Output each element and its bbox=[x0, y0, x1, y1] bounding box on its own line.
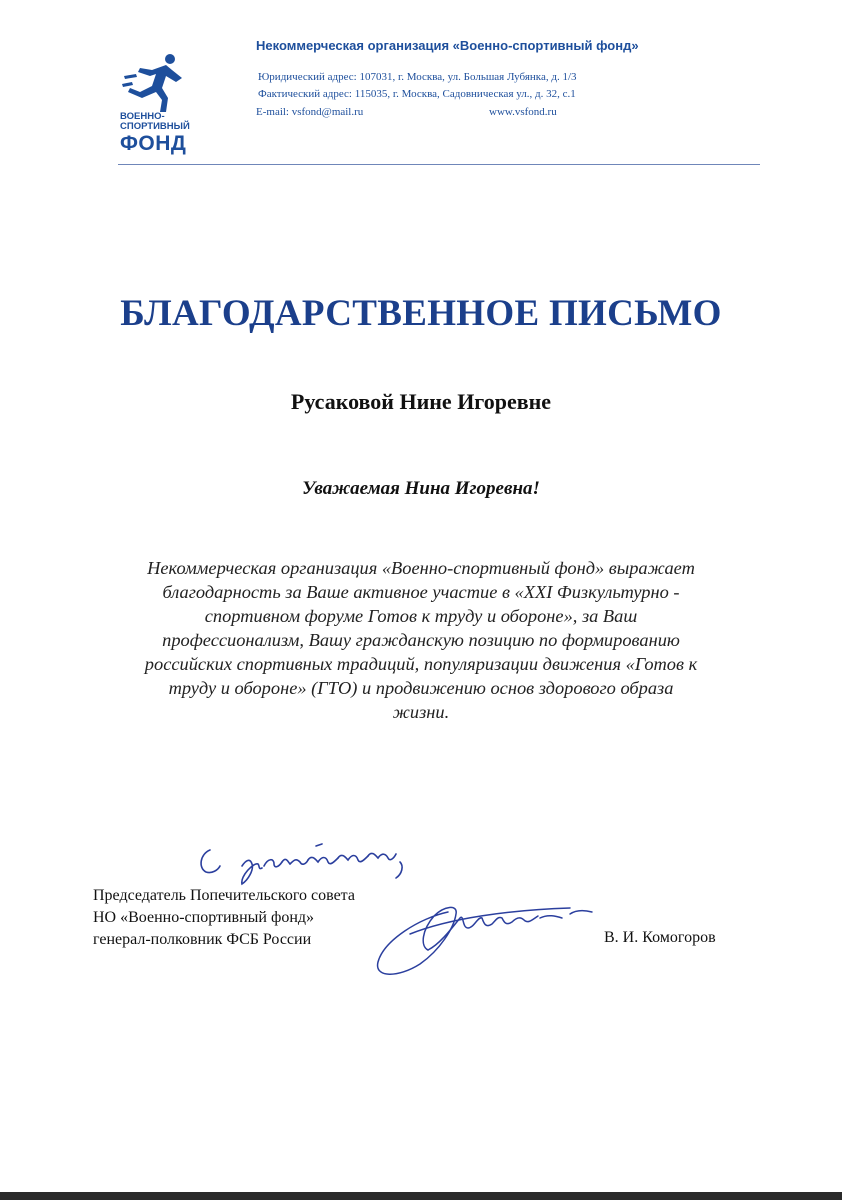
actual-address: Фактический адрес: 115035, г. Москва, Садовническая ул., д. 32, с.1 bbox=[258, 88, 576, 100]
website-link: www.vsfond.ru bbox=[489, 106, 557, 118]
handwritten-closing bbox=[196, 832, 426, 892]
signatory-position bbox=[93, 885, 355, 951]
signer-name: В. И. Комогоров bbox=[604, 929, 716, 946]
logo-line-1: ВОЕННО- bbox=[120, 111, 165, 122]
body-line: спортивном форуме Готов к труду и обороне», за Ваш bbox=[204, 606, 638, 626]
position-line: Председатель Попечительского совета bbox=[93, 887, 355, 904]
letter-title: БЛАГОДАРСТВЕННОЕ ПИСЬМО bbox=[120, 293, 722, 334]
legal-address: Юридический адрес: 107031, г. Москва, ул. Большая Лубянка, д. 1/3 bbox=[258, 71, 577, 83]
position-line: НО «Военно-спортивный фонд» bbox=[93, 909, 315, 926]
handwritten-signature bbox=[370, 888, 600, 980]
letter-body bbox=[90, 556, 752, 724]
email-address: E-mail: vsfond@mail.ru bbox=[256, 106, 364, 118]
greeting: Уважаемая Нина Игоревна! bbox=[302, 478, 540, 499]
bottom-edge-bar bbox=[0, 1192, 842, 1200]
body-line: благодарность за Ваше активное участие в «XXI Физкультурно - bbox=[162, 582, 680, 602]
header-divider bbox=[118, 164, 760, 165]
position-line: генерал-полковник ФСБ России bbox=[93, 931, 312, 948]
logo-line-2: СПОРТИВНЫЙ bbox=[120, 120, 190, 132]
body-line: профессионализм, Вашу гражданскую позицию по формированию bbox=[162, 630, 680, 650]
recipient-name: Русаковой Нине Игоревне bbox=[290, 389, 552, 414]
body-line: российских спортивных традиций, популяризации движения «Готов к bbox=[144, 654, 698, 674]
logo-line-3: ФОНД bbox=[120, 132, 187, 155]
fund-logo bbox=[116, 52, 206, 162]
body-line: труду и обороне» (ГТО) и продвижению основ здорового образа bbox=[168, 678, 674, 698]
body-line: Некоммерческая организация «Военно-спортивный фонд» выражает bbox=[147, 558, 695, 578]
body-line: жизни. bbox=[392, 702, 450, 722]
organization-name: Некоммерческая организация «Военно-спортивный фонд» bbox=[256, 38, 639, 53]
logo-wordmark bbox=[120, 112, 190, 154]
running-soldier-icon bbox=[122, 52, 186, 114]
